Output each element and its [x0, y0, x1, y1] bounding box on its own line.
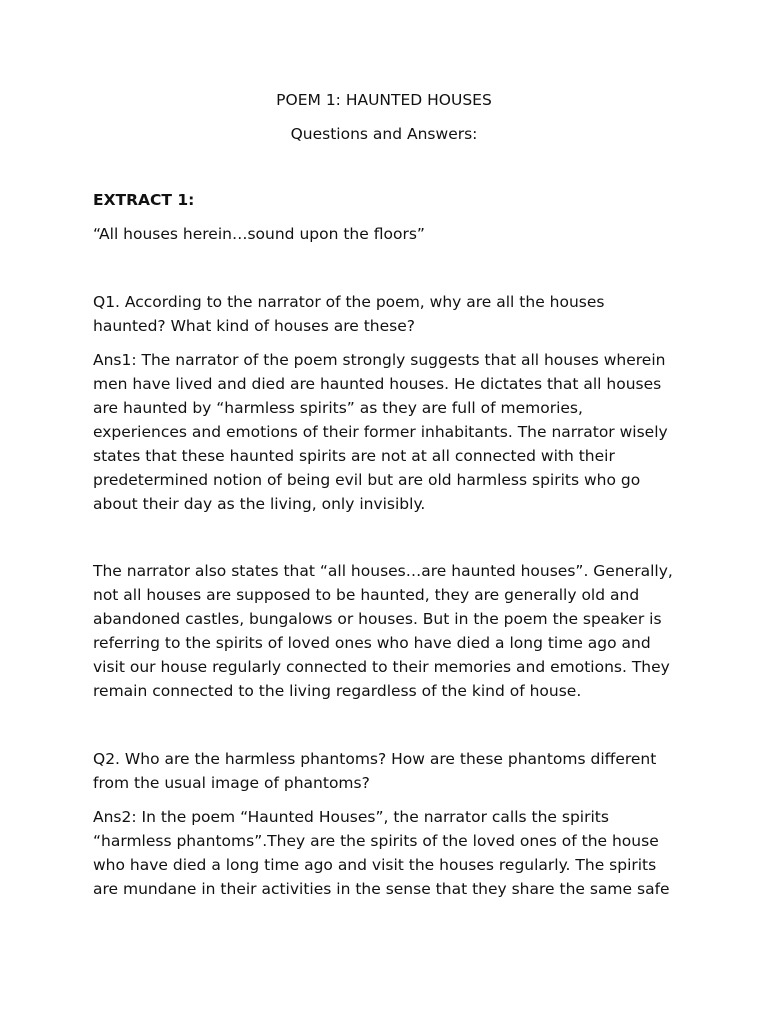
question-2 [93, 747, 683, 795]
question-1 [93, 290, 683, 338]
extract-heading: EXTRACT 1: [93, 191, 195, 209]
extract-quote: “All houses herein…sound upon the floors” [93, 225, 425, 243]
paragraph-line: The narrator also states that “all houses…are haunted houses”. Generally, [93, 562, 673, 580]
answer-1-line: predetermined notion of being evil but are old harmless spirits who go [93, 471, 641, 489]
answer-2-line: who have died a long time ago and visit the houses regularly. The spirits [93, 856, 657, 874]
answer-1-paragraph-2 [93, 559, 683, 703]
answer-2-line: are mundane in their activities in the sense that they share the same safe [93, 880, 670, 898]
answer-1-line: about their day as the living, only invisibly. [93, 495, 426, 513]
answer-1 [93, 348, 683, 516]
paragraph-line: referring to the spirits of loved ones who have died a long time ago and [93, 634, 651, 652]
answer-1-line: experiences and emotions of their former inhabitants. The narrator wisely [93, 423, 668, 441]
answer-2-line: Ans2: In the poem “Haunted Houses”, the narrator calls the spirits [93, 808, 609, 826]
question-1-line: haunted? What kind of houses are these? [93, 317, 415, 335]
paragraph-line: not all houses are supposed to be haunted, they are generally old and [93, 586, 640, 604]
answer-1-line: are haunted by “harmless spirits” as they are full of memories, [93, 399, 583, 417]
paragraph-line: abandoned castles, bungalows or houses. But in the poem the speaker is [93, 610, 662, 628]
answer-1-line: Ans1: The narrator of the poem strongly suggests that all houses wherein [93, 351, 666, 369]
answer-1-line: men have lived and died are haunted houses. He dictates that all houses [93, 375, 662, 393]
answer-2 [93, 805, 683, 901]
paragraph-line: remain connected to the living regardless of the kind of house. [93, 682, 582, 700]
page-title: POEM 1: HAUNTED HOUSES [276, 91, 492, 109]
answer-2-line: “harmless phantoms”.They are the spirits of the loved ones of the house [93, 832, 659, 850]
question-2-line: from the usual image of phantoms? [93, 774, 370, 792]
question-1-line: Q1. According to the narrator of the poem, why are all the houses [93, 293, 605, 311]
page-subtitle: Questions and Answers: [290, 125, 478, 143]
answer-1-line: states that these haunted spirits are not at all connected with their [93, 447, 615, 465]
question-2-line: Q2. Who are the harmless phantoms? How are these phantoms different [93, 750, 657, 768]
paragraph-line: visit our house regularly connected to their memories and emotions. They [93, 658, 670, 676]
